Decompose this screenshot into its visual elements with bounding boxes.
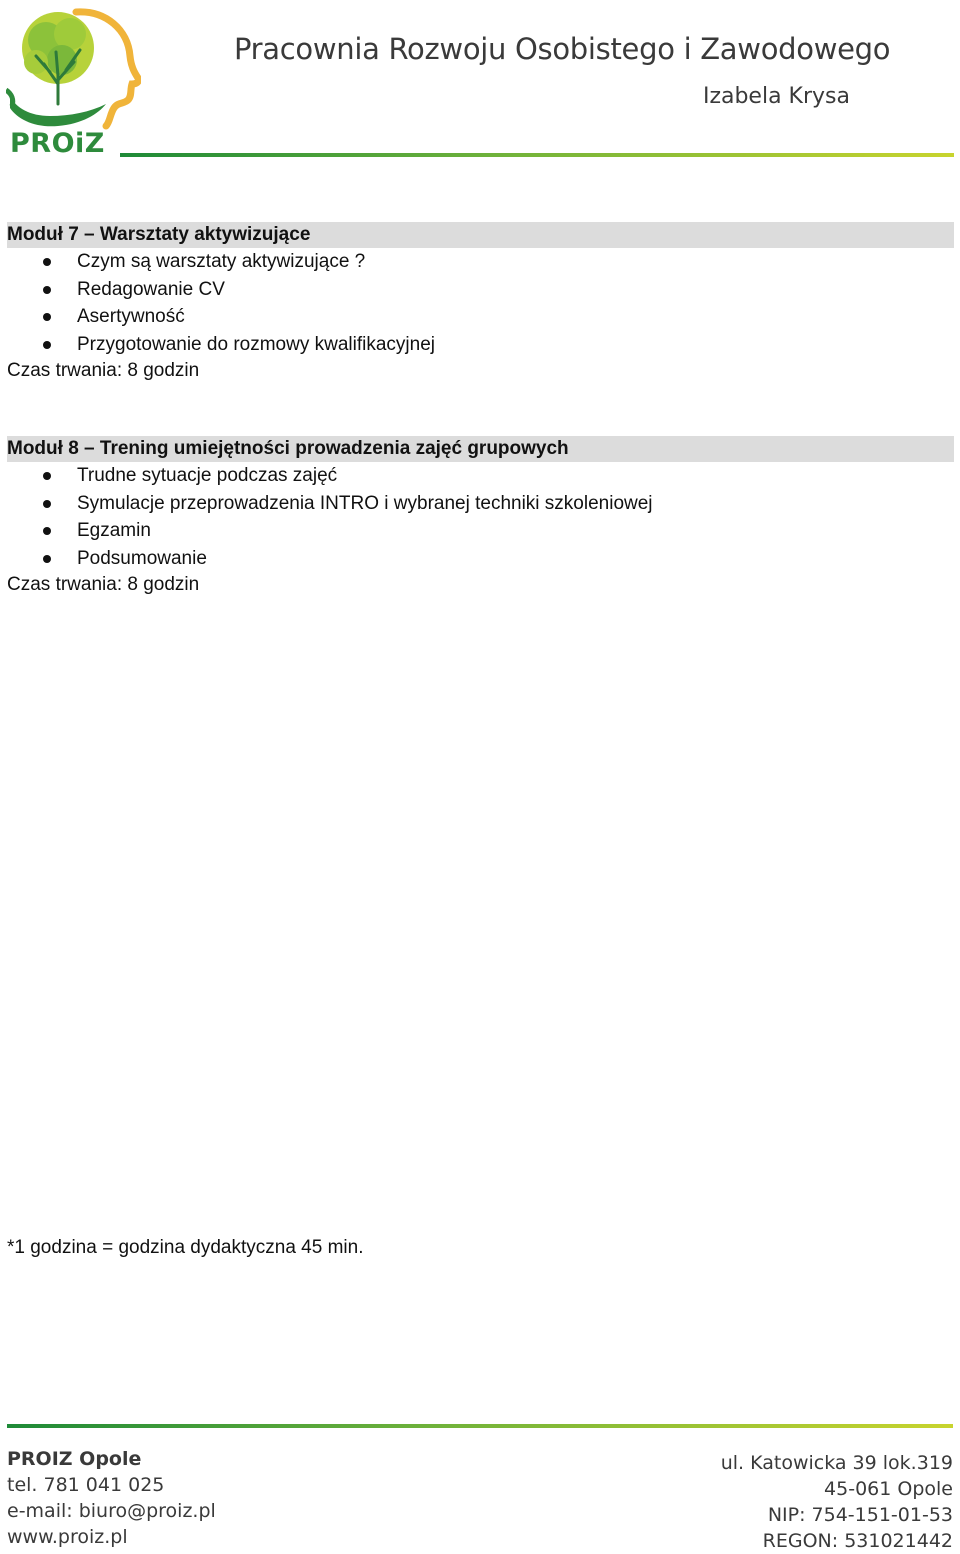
list-item-text: Redagowanie CV	[77, 278, 225, 300]
list-item	[7, 303, 954, 331]
header-subtitle: Izabela Krysa	[702, 84, 850, 109]
list-item-text: Przygotowanie do rozmowy kwalifikacyjnej	[77, 333, 435, 355]
list-item	[7, 331, 954, 359]
bullet-icon	[43, 500, 51, 508]
footer-nip: NIP: 754-151-01-53	[767, 1504, 953, 1526]
footer-email: e-mail: biuro@proiz.pl	[7, 1500, 216, 1522]
bullet-icon	[43, 313, 51, 321]
header-title: Pracownia Rozwoju Osobistego i Zawodowego	[234, 32, 891, 66]
footer-divider	[7, 1424, 953, 1428]
bullet-icon	[43, 555, 51, 563]
list-item-text: Egzamin	[77, 520, 151, 541]
list-item-text: Symulacje przeprowadzenia INTRO i wybranej techniki szkoleniowej	[77, 492, 653, 514]
footer-company: PROIZ Opole	[7, 1448, 142, 1470]
module-8	[7, 436, 954, 598]
footnote: *1 godzina = godzina dydaktyczna 45 min.	[7, 1237, 364, 1258]
list-item	[7, 276, 954, 304]
header-divider	[120, 153, 954, 157]
list-item	[7, 462, 954, 490]
footer-regon: REGON: 531021442	[762, 1530, 953, 1552]
bullet-icon	[43, 258, 51, 266]
module-topic-list	[7, 462, 954, 572]
module-duration: Czas trwania: 8 godzin	[7, 574, 200, 595]
module-7	[7, 222, 954, 384]
bullet-icon	[43, 341, 51, 349]
list-item-text: Asertywność	[77, 306, 185, 327]
bullet-icon	[43, 472, 51, 480]
list-item	[7, 490, 954, 518]
document-body	[7, 222, 954, 598]
list-item	[7, 517, 954, 545]
list-item-text: Czym są warsztaty aktywizujące ?	[77, 251, 366, 272]
list-item	[7, 545, 954, 573]
bullet-icon	[43, 527, 51, 535]
list-item	[7, 248, 954, 276]
footer-contact	[7, 1446, 216, 1550]
footer-phone: tel. 781 041 025	[7, 1474, 165, 1496]
footer-address	[721, 1450, 953, 1554]
footer-city: 45-061 Opole	[824, 1478, 953, 1500]
footer-street: ul. Katowicka 39 lok.319	[720, 1452, 953, 1474]
list-item-text: Trudne sytuacje podczas zajęć	[77, 465, 338, 486]
module-duration: Czas trwania: 8 godzin	[7, 360, 200, 381]
bullet-icon	[43, 286, 51, 294]
footer-website: www.proiz.pl	[7, 1526, 128, 1548]
logo-wordmark: PROiZ	[10, 128, 105, 159]
module-heading: Moduł 8 – Trening umiejętności prowadzenia zajęć grupowych	[7, 436, 954, 462]
module-heading: Moduł 7 – Warsztaty aktywizujące	[7, 222, 954, 248]
page-header	[0, 0, 960, 160]
list-item-text: Podsumowanie	[77, 547, 207, 569]
module-topic-list	[7, 248, 954, 358]
